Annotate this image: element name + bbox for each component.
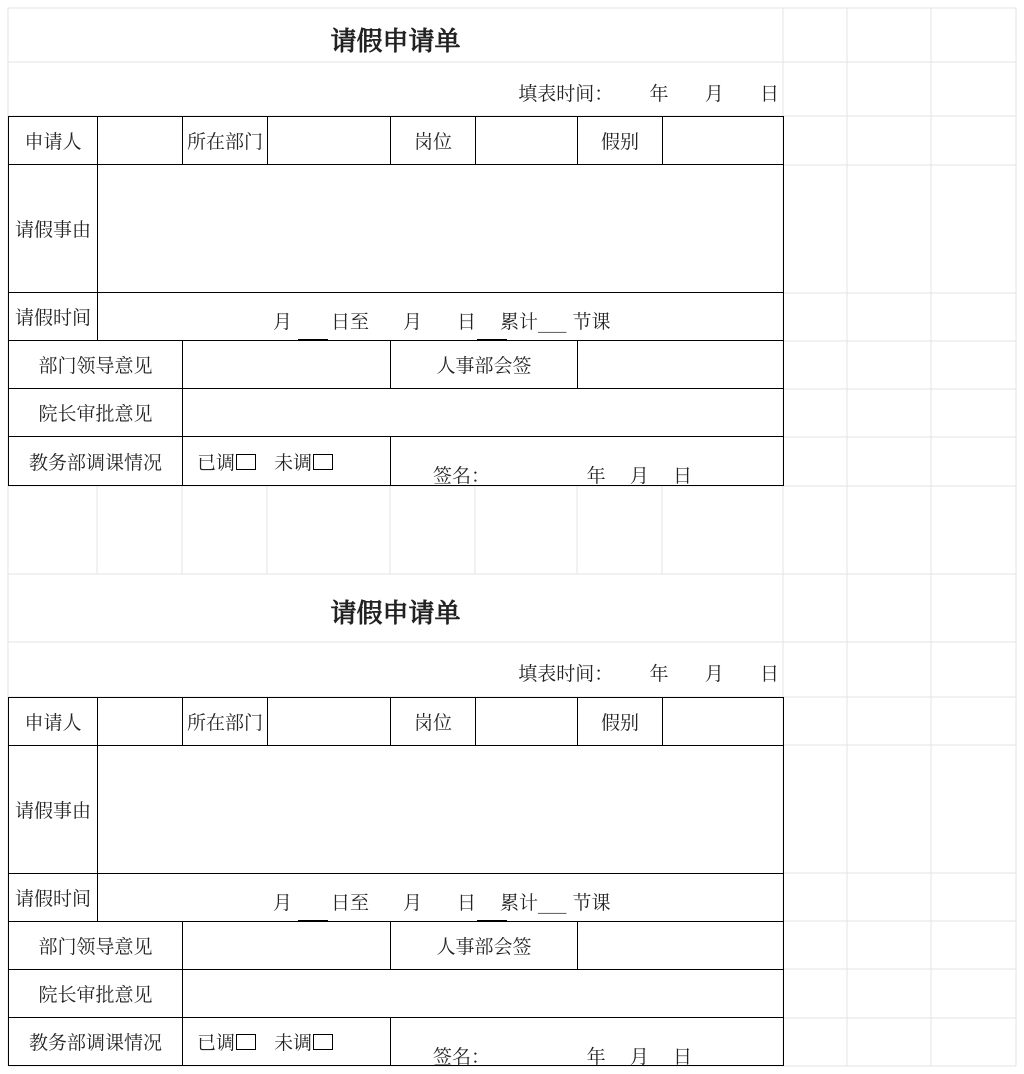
- time-day-to: 日至: [331, 892, 370, 914]
- academic-label: 教务部调课情况: [9, 1018, 183, 1066]
- position-field[interactable]: [476, 117, 578, 165]
- form-title: 请假申请单: [330, 27, 461, 57]
- time-month2: 月: [403, 892, 423, 914]
- signature-field[interactable]: [391, 437, 784, 486]
- fill-time-line: [518, 659, 779, 686]
- dept-leader-label: 部门领导意见: [9, 922, 183, 970]
- fill-month: 月: [704, 83, 724, 105]
- reason-field[interactable]: [98, 165, 784, 293]
- hr-label: 人事部会签: [391, 922, 578, 970]
- academic-label: 教务部调课情况: [9, 437, 183, 486]
- dean-field[interactable]: [183, 970, 784, 1018]
- dean-field[interactable]: [183, 389, 784, 437]
- sig-day: 日: [673, 465, 693, 486]
- time-day2: 日: [457, 892, 477, 914]
- not-adjusted-label: 未调: [274, 451, 313, 474]
- reason-label: 请假事由: [9, 165, 98, 293]
- time-month2: 月: [403, 311, 423, 333]
- department-field[interactable]: [268, 698, 391, 746]
- position-field[interactable]: [476, 698, 578, 746]
- not-adjusted-label: 未调: [274, 1032, 313, 1054]
- leave-time-label: 请假时间: [9, 874, 98, 922]
- fill-year: 年: [649, 83, 669, 105]
- adjusted-checkbox[interactable]: [236, 1034, 256, 1050]
- dean-label: 院长审批意见: [9, 389, 183, 437]
- time-day2: 日: [457, 311, 477, 333]
- sig-year: 年: [586, 465, 606, 486]
- sig-month: 月: [629, 465, 649, 486]
- hr-field[interactable]: [578, 341, 784, 389]
- hr-label: 人事部会签: [391, 341, 578, 389]
- applicant-field[interactable]: [98, 698, 183, 746]
- adjust-status: [183, 437, 391, 486]
- blank-underline: [477, 339, 507, 340]
- fill-year: 年: [649, 663, 669, 685]
- reason-field[interactable]: [98, 746, 784, 874]
- adjusted-checkbox[interactable]: [236, 454, 256, 470]
- leave-type-label: 假别: [578, 117, 663, 165]
- dept-leader-field[interactable]: [183, 922, 391, 970]
- leave-type-field[interactable]: [663, 117, 784, 165]
- signature-field[interactable]: [391, 1018, 784, 1066]
- position-label: 岗位: [391, 117, 476, 165]
- leave-type-label: 假别: [578, 698, 663, 746]
- reason-label: 请假事由: [9, 746, 98, 874]
- time-total: 累计___ 节课: [500, 892, 611, 914]
- sig-month: 月: [629, 1046, 649, 1066]
- time-month1: 月: [273, 311, 293, 333]
- sig-year: 年: [586, 1046, 606, 1066]
- dept-leader-label: 部门领导意见: [9, 341, 183, 389]
- leave-time-field[interactable]: [98, 874, 784, 922]
- adjust-status: [183, 1018, 391, 1066]
- adjusted-label: 已调: [197, 451, 236, 474]
- leave-form-table: [8, 697, 784, 1066]
- leave-form-table: [8, 116, 784, 486]
- time-total: 累计___ 节课: [500, 311, 611, 333]
- time-day-to: 日至: [331, 311, 370, 333]
- department-label: 所在部门: [183, 698, 268, 746]
- dean-label: 院长审批意见: [9, 970, 183, 1018]
- blank-underline: [298, 920, 328, 921]
- not-adjusted-checkbox[interactable]: [313, 1034, 333, 1050]
- sig-day: 日: [673, 1046, 693, 1066]
- blank-underline: [298, 339, 328, 340]
- department-label: 所在部门: [183, 117, 268, 165]
- fill-day: 日: [759, 83, 779, 105]
- dept-leader-field[interactable]: [183, 341, 391, 389]
- fill-day: 日: [759, 663, 779, 685]
- hr-field[interactable]: [578, 922, 784, 970]
- signature-label: 签名：: [433, 465, 491, 486]
- applicant-field[interactable]: [98, 117, 183, 165]
- fill-month: 月: [704, 663, 724, 685]
- blank-underline: [477, 920, 507, 921]
- fill-time-label: 填表时间：: [518, 83, 614, 105]
- not-adjusted-checkbox[interactable]: [313, 454, 333, 470]
- leave-type-field[interactable]: [663, 698, 784, 746]
- adjusted-label: 已调: [197, 1032, 236, 1054]
- time-month1: 月: [273, 892, 293, 914]
- fill-time-label: 填表时间：: [518, 663, 614, 685]
- department-field[interactable]: [268, 117, 391, 165]
- leave-time-label: 请假时间: [9, 293, 98, 341]
- applicant-label: 申请人: [9, 117, 98, 165]
- fill-time-line: [518, 79, 779, 106]
- signature-label: 签名：: [433, 1046, 491, 1066]
- leave-time-field[interactable]: [98, 293, 784, 341]
- form-title: 请假申请单: [330, 599, 461, 629]
- applicant-label: 申请人: [9, 698, 98, 746]
- position-label: 岗位: [391, 698, 476, 746]
